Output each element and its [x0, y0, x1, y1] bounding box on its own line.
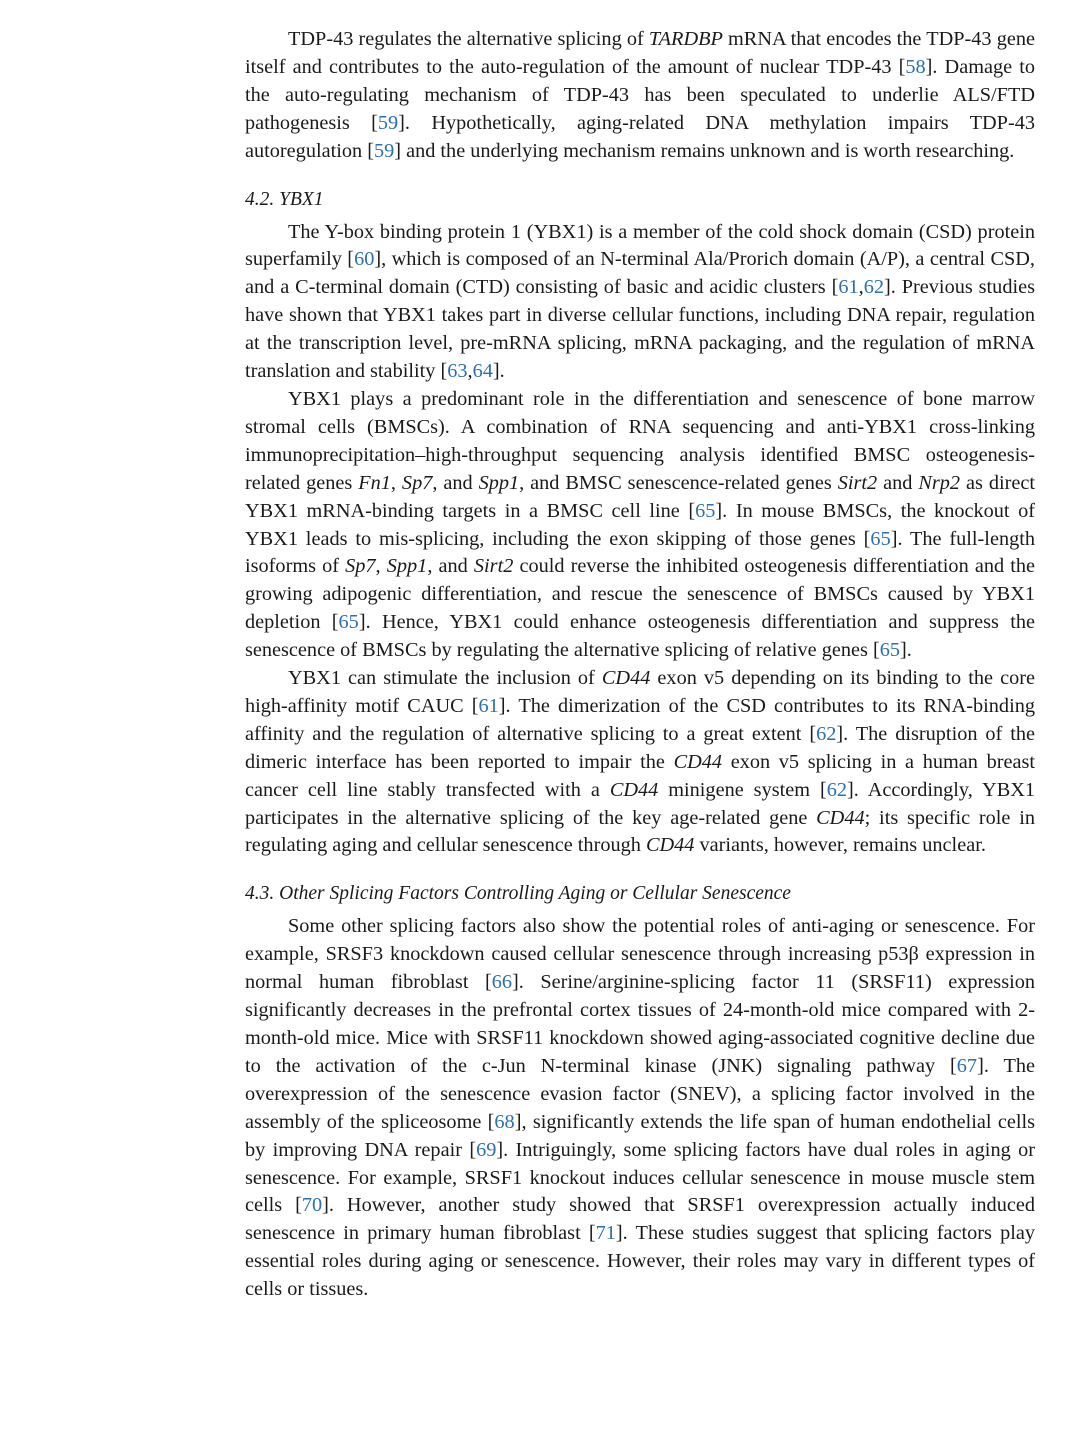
citation-link[interactable]: 64	[472, 360, 493, 383]
citation-link[interactable]: 63	[447, 360, 468, 383]
gene-name: CD44	[673, 750, 723, 773]
citation-link[interactable]: 68	[494, 1110, 515, 1133]
gene-name: Sirt2	[837, 471, 878, 494]
citation-link[interactable]: 59	[373, 139, 395, 162]
citation-link[interactable]: 65	[870, 527, 891, 550]
paragraph-ybx1-bmsc: YBX1 plays a predominant role in the differentiation and senescence of bone marrow stromal cells (BMSCs). A combination of RNA sequencing and anti-YBX1 cross-linking immunoprecipitation–high-throughput sequencing analysis identified BMSC osteogenesis-related genes Fn1, Sp7, and Spp1, and BMSC senescence-related genes Sirt2 and Nrp2 as direct YBX1 mRNA-binding targets in a BMSC cell line [65]. In mouse BMSCs, the knockout of YBX1 leads to mis-splicing, including the exon skipping of those genes [65]. The full-length isoforms of Sp7, Spp1, and Sirt2 could reverse the inhibited osteogenesis differentiation and the growing adipogenic differentiation, and rescue the senescence of BMSCs caused by YBX1 depletion [65]. Hence, YBX1 could enhance osteogenesis differentiation and suppress the senescence of BMSCs by regulating the alternative splicing of relative genes [65].	[245, 387, 1036, 662]
citation-link[interactable]: 58	[905, 55, 926, 78]
citation-link[interactable]: 60	[354, 248, 375, 271]
citation-link[interactable]: 65	[695, 499, 716, 522]
gene-name: Spp1	[478, 471, 520, 494]
gene-name: Nrp2	[918, 471, 961, 494]
citation-link[interactable]: 67	[956, 1054, 978, 1077]
paragraph-ybx1-intro: The Y-box binding protein 1 (YBX1) is a member of the cold shock domain (CSD) protein superfamily [60], which is composed of an N-terminal Ala/Prorich domain (A/P), a central CSD, and a C-terminal domain (CTD) consisting of basic and acidic clusters [61,62]. Previous studies have shown that YBX1 takes part in diverse cellular functions, including DNA repair, regulation at the transcription level, pre-mRNA splicing, mRNA packaging, and the regulation of mRNA translation and stability [63,64].	[245, 220, 1035, 383]
section-heading-other-splicing-factors: 4.3. Other Splicing Factors Controlling Aging or Cellular Senescence	[245, 883, 791, 905]
text-column	[245, 26, 1035, 1304]
gene-name: Sp7	[401, 471, 433, 494]
citation-link[interactable]: 70	[301, 1194, 323, 1217]
citation-link[interactable]: 65	[338, 611, 359, 634]
paragraph-other-splicing-factors: Some other splicing factors also show the potential roles of anti-aging or senescence. For example, SRSF3 knockdown caused cellular senescence through increasing p53β expression in normal human fibroblast [66]. Serine/arginine-splicing factor 11 (SRSF11) expression significantly decreases in the prefrontal cortex tissues of 24-month-old mice compared with 2-month-old mice. Mice with SRSF11 knockdown showed aging-associated cognitive decline due to the activation of the c-Jun N-terminal kinase (JNK) signaling pathway [67]. The overexpression of the senescence evasion factor (SNEV), a splicing factor involved in the assembly of the spliceosome [68], significantly extends the life span of human endothelial cells by improving DNA repair [69]. Intriguingly, some splicing factors have dual roles in aging or senescence. For example, SRSF1 knockout induces cellular senescence in mouse muscle stem cells [70]. However, another study showed that SRSF1 overexpression actually induced senescence in primary human fibroblast [71]. These studies suggest that splicing factors play essential roles during aging or senescence. However, their roles may vary in different types of cells or tissues.	[245, 915, 1036, 1301]
section-heading-ybx1: 4.2. YBX1	[245, 188, 324, 210]
citation-link[interactable]: 59	[377, 111, 399, 134]
gene-name: CD44	[601, 667, 651, 690]
gene-name: TARDBP	[648, 28, 723, 50]
gene-name: CD44	[645, 834, 695, 857]
citation-link[interactable]: 65	[879, 639, 901, 662]
citation-link[interactable]: 61	[478, 694, 499, 717]
gene-name: CD44	[816, 806, 865, 829]
citation-link[interactable]: 62	[826, 778, 848, 801]
citation-link[interactable]: 62	[816, 722, 837, 745]
gene-name: Fn1	[358, 471, 391, 494]
gene-name: CD44	[609, 778, 659, 801]
citation-link[interactable]: 61	[838, 276, 859, 299]
paragraph-tdp43-autoregulation: TDP-43 regulates the alternative splicing of TARDBP mRNA that encodes the TDP-43 gene itself and contributes to the auto-regulation of the amount of nuclear TDP-43 [58]. Damage to the auto-regulating mechanism of TDP-43 has been speculated to underlie ALS/FTD pathogenesis [59]. Hypothetically, aging-related DNA methylation impairs TDP-43 autoregulation [59] and the underlying mechanism remains unknown and is worth researching.	[245, 28, 1035, 162]
gene-name: Sp7	[345, 555, 376, 578]
citation-link[interactable]: 62	[863, 276, 885, 299]
gene-name: Spp1	[386, 555, 428, 578]
gene-name: Sirt2	[473, 555, 514, 578]
citation-link[interactable]: 69	[476, 1138, 497, 1161]
citation-link[interactable]: 71	[595, 1222, 616, 1245]
paragraph-ybx1-cd44: YBX1 can stimulate the inclusion of CD44 exon v5 depending on its binding to the core high-affinity motif CAUC [61]. The dimerization of the CSD contributes to its RNA-binding affinity and the regulation of alternative splicing to a great extent [62]. The disruption of the dimeric interface has been reported to impair the CD44 exon v5 splicing in a human breast cancer cell line stably transfected with a CD44 minigene system [62]. Accordingly, YBX1 participates in the alternative splicing of the key age-related gene CD44; its specific role in regulating aging and cellular senescence through CD44 variants, however, remains unclear.	[245, 667, 1036, 857]
citation-link[interactable]: 66	[491, 971, 513, 994]
